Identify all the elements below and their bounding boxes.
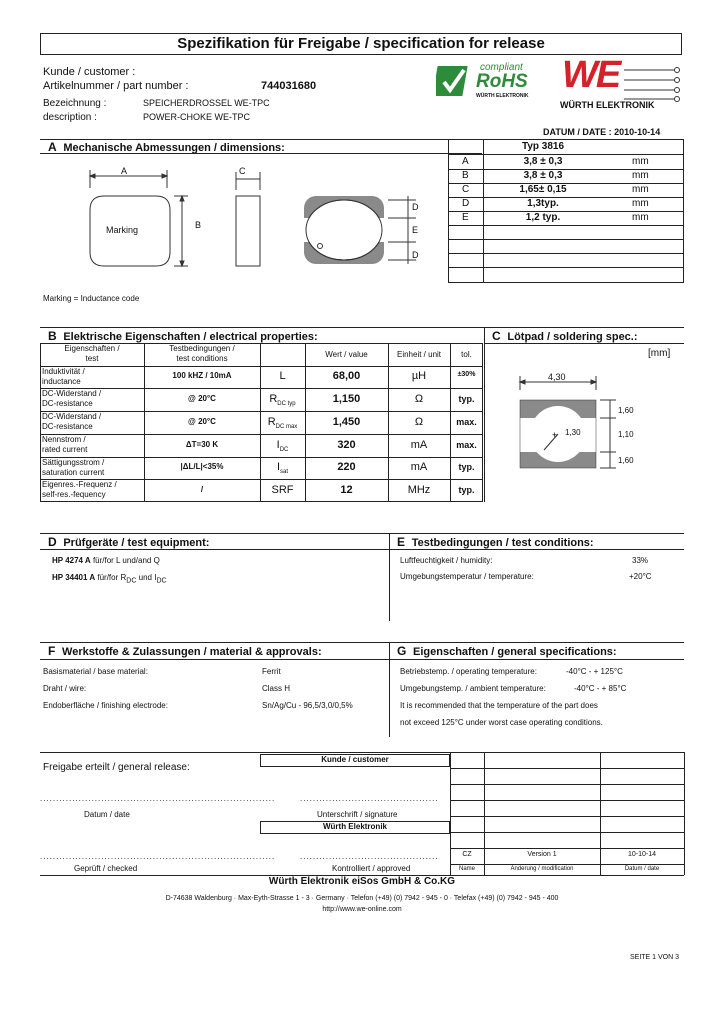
dim-row-value: 3,8 ± 0,3 — [523, 156, 563, 167]
elec-tol: typ. — [458, 462, 475, 472]
operating-temp-value: -40°C - + 125°C — [566, 667, 623, 676]
elec-tol: ±30% — [457, 371, 476, 378]
date-label: DATUM / DATE : 2010-10-14 — [543, 127, 661, 137]
elec-symbol-main: I — [276, 461, 281, 473]
release-signature-label: Unterschrift / signature — [317, 810, 398, 819]
we-logo — [560, 54, 682, 110]
equipment-2-sub2: DC — [156, 577, 167, 585]
elec-symbol — [260, 439, 305, 453]
elec-header-tol: tol. — [461, 350, 472, 359]
signature-dots: ........................................... — [300, 794, 439, 803]
operating-temp-label: Betriebstemp. / operating temperature: — [400, 667, 537, 676]
elec-tol: max. — [456, 439, 477, 450]
dim-header-line — [448, 154, 684, 155]
elec-value: 1,150 — [332, 392, 361, 405]
dim-row-unit: mm — [632, 184, 649, 195]
pad-radius: 1,30 — [565, 428, 581, 437]
section-f-rule-top — [40, 642, 684, 643]
elec-tol: typ. — [458, 484, 475, 495]
section-a-title-text: Mechanische Abmessungen / dimensions: — [63, 142, 285, 154]
temp-note-1: It is recommended that the temperature of the part does — [400, 701, 598, 710]
section-g-title-text: Eigenschaften / general specifications: — [413, 646, 617, 658]
elec-symbol — [260, 416, 305, 430]
elec-tol: typ. — [458, 393, 475, 404]
section-f-title — [48, 644, 322, 658]
side-view-drawing — [228, 162, 268, 277]
section-a-rule-bottom — [40, 153, 482, 154]
rev-row-line — [450, 848, 684, 849]
section-g-title — [397, 644, 617, 658]
elec-property-en: inductance — [42, 377, 81, 386]
rohs-compliant-text: compliant — [480, 62, 523, 73]
footer-web[interactable]: http://www.we-online.com — [322, 906, 402, 913]
dim-row-value: 1,65± 0,15 — [519, 184, 567, 195]
rev-row-line — [450, 800, 684, 801]
ambient-temp-label: Umgebungstemp. / ambient temperature: — [400, 684, 546, 693]
section-d-title — [48, 535, 209, 549]
elec-property-en: self-res.-fequency — [42, 490, 106, 499]
equipment-2-purpose: für/for R — [97, 573, 127, 582]
checked-dots: ......................................................................... — [40, 852, 276, 861]
elec-symbol-main: R — [269, 392, 278, 405]
approved-dots: ........................................... — [300, 852, 439, 861]
description-label: description : — [43, 112, 97, 123]
elec-value: 68,00 — [332, 370, 361, 382]
elec-condition: 100 kHZ / 10mA — [172, 371, 232, 380]
wire-label: Draht / wire: — [43, 684, 87, 693]
finish-value: Sn/Ag/Cu - 96,5/3,0/0,5% — [262, 701, 353, 710]
elec-symbol-sub: DC max — [275, 423, 298, 430]
dim-label-c: C — [239, 166, 246, 176]
type-header: Typ 3816 — [521, 141, 565, 152]
we-name-text: WÜRTH ELEKTRONIK — [560, 100, 655, 110]
elec-symbol — [260, 484, 305, 498]
approved-label: Kontrolliert / approved — [332, 864, 411, 873]
section-a-letter: A — [48, 140, 57, 154]
elec-unit: mA — [410, 461, 428, 473]
section-c-title — [492, 329, 638, 343]
dim-row-value: 3,8 ± 0,3 — [523, 170, 563, 181]
fg-divider — [389, 642, 390, 737]
section-e-letter: E — [397, 535, 406, 549]
footer-company: Würth Elektronik eiSos GmbH & Co.KG — [268, 876, 456, 887]
equipment-2-purpose-2: und I — [138, 573, 157, 582]
pad-mid: 1,10 — [618, 430, 634, 439]
release-date-label: Datum / date — [84, 810, 130, 819]
elec-property-en: rated current — [42, 445, 88, 454]
section-a-title — [48, 140, 285, 154]
elec-unit: Ω — [414, 415, 424, 428]
page-number: SEITE 1 VON 3 — [630, 954, 680, 961]
bc-divider — [484, 327, 485, 502]
pad-bottom: 1,60 — [618, 456, 634, 465]
dim-label-d2: D — [412, 250, 419, 260]
humidity-value: 33% — [632, 556, 649, 565]
elec-symbol-main: R — [267, 415, 276, 428]
section-f-rule — [40, 659, 684, 660]
elec-property-de: DC-Widerstand / — [42, 389, 102, 398]
rohs-logo — [436, 64, 554, 100]
dim-row-line — [448, 239, 684, 240]
elec-symbol-main: SRF — [271, 483, 294, 496]
pad-unit: [mm] — [648, 348, 671, 359]
elec-symbol — [260, 461, 305, 475]
temperature-label: Umgebungstemperatur / temperature: — [400, 572, 534, 581]
page-title: Spezifikation für Freigabe / specification for release — [177, 35, 545, 52]
ambient-temp-value: -40°C - + 85°C — [574, 684, 627, 693]
dim-row-value: 1,3typ. — [527, 198, 559, 209]
rev-row-line — [450, 816, 684, 817]
elec-symbol — [260, 370, 305, 384]
footer-address: D-74638 Waldenburg · Max-Eyth-Strasse 1 - 3 · Germany · Telefon (+49) (0) 7942 - 945 - 0 · Telefax (+49) (0) 7942 - 945 - 400 — [165, 895, 559, 902]
elec-value: 220 — [337, 461, 356, 473]
marking-label: Marking — [106, 225, 139, 235]
elec-header-conditions: Testbedingungen / test conditions — [169, 344, 235, 363]
section-g-letter: G — [397, 644, 407, 658]
elec-symbol-sub: sat — [280, 469, 289, 476]
dim-row-label: D — [462, 198, 470, 209]
customer-box-label: Kunde / customer — [321, 755, 389, 764]
elec-header-value: Wert / value — [325, 350, 368, 359]
elec-header-property: Eigenschaften / test — [64, 344, 120, 363]
finish-label: Endoberfläche / finishing electrode: — [43, 701, 168, 710]
wire-value: Class H — [262, 684, 291, 693]
elec-value: 1,450 — [332, 415, 361, 428]
temp-note-2: not exceed 125°C under worst case operating conditions. — [400, 718, 603, 727]
elec-condition: ΔT=30 K — [185, 439, 219, 449]
section-f-title-text: Werkstoffe & Zulassungen / material & approvals: — [62, 646, 322, 658]
elec-unit: mA — [410, 438, 428, 451]
humidity-label: Luftfeuchtigkeit / humidity: — [400, 556, 493, 565]
dim-label-a: A — [121, 166, 128, 176]
elec-symbol-main: L — [279, 370, 286, 382]
we-logo-text: WE — [562, 54, 620, 96]
rev-row-line — [450, 752, 684, 753]
description-value: POWER-CHOKE WE-TPC — [143, 112, 250, 122]
elec-header-unit: Einheit / unit — [396, 350, 442, 359]
part-number-label: Artikelnummer / part number : — [43, 80, 189, 92]
part-number: 744031680 — [261, 80, 317, 92]
base-material-label: Basismaterial / base material: — [43, 667, 148, 676]
section-c-letter: C — [492, 329, 501, 343]
dim-row-unit: mm — [632, 212, 649, 223]
rev-version: Version 1 — [527, 851, 557, 858]
dim-row-label: A — [462, 156, 469, 167]
section-d-title-text: Prüfgeräte / test equipment: — [63, 537, 210, 549]
section-e-title — [397, 535, 594, 549]
elec-property-en: saturation current — [42, 468, 105, 477]
rev-row-line — [450, 784, 684, 785]
section-b-title-text: Elektrische Eigenschaften / electrical properties: — [63, 331, 318, 343]
elec-row-line — [40, 411, 483, 412]
elec-property-de: Sättigungsstrom / — [42, 458, 105, 467]
dim-row-line — [448, 253, 684, 254]
we-box-label: Würth Elektronik — [322, 822, 387, 831]
dim-row-unit: mm — [632, 170, 649, 181]
elec-property-de: Nennstrom / — [42, 435, 86, 444]
dim-label-b: B — [195, 220, 202, 230]
rev-row-line — [450, 768, 684, 769]
elec-symbol-sub: DC typ — [277, 400, 296, 407]
dim-label-d1: D — [412, 202, 419, 212]
dim-row-unit: mm — [632, 198, 649, 209]
de-divider — [389, 533, 390, 621]
elec-unit: MHz — [407, 483, 431, 496]
section-c-title-text: Lötpad / soldering spec.: — [507, 331, 638, 343]
elec-condition: @ 20°C — [188, 393, 216, 403]
elec-condition: / — [200, 484, 204, 494]
elec-row-line — [40, 434, 483, 435]
section-d-rule — [40, 549, 684, 550]
equipment-line-2 — [52, 573, 167, 585]
dim-row-unit: mm — [632, 156, 649, 167]
elec-unit: Ω — [414, 392, 424, 405]
release-label: Freigabe erteilt / general release: — [43, 762, 190, 773]
rev-col-change: Änderung / modification — [510, 866, 574, 872]
designation-value: SPEICHERDROSSEL WE-TPC — [143, 98, 270, 108]
rev-name: CZ — [462, 851, 472, 858]
checked-label: Geprüft / checked — [74, 864, 138, 873]
date-dots: ......................................................................... — [40, 794, 276, 803]
section-b-rule-top — [40, 327, 684, 328]
rohs-sub-text: WÜRTH ELEKTRONIK — [476, 93, 529, 99]
svg-text:+: + — [552, 430, 558, 440]
section-f-letter: F — [48, 644, 56, 658]
customer-label: Kunde / customer : — [43, 66, 136, 78]
rev-row-line — [450, 864, 684, 865]
base-material-value: Ferrit — [262, 667, 281, 676]
temperature-value: +20°C — [629, 572, 652, 581]
section-d-letter: D — [48, 535, 57, 549]
rev-col-date: Datum / date — [624, 866, 660, 872]
elec-property-de: Eigenres.-Frequenz / — [42, 480, 117, 489]
elec-property-en: DC-resistance — [42, 399, 93, 408]
circuit-lines-icon — [624, 64, 682, 102]
elec-tol: max. — [456, 416, 477, 427]
designation-label: Bezeichnung : — [43, 98, 107, 109]
equipment-line-1 — [52, 556, 160, 565]
dim-row-label: B — [462, 170, 469, 181]
elec-symbol-sub: DC — [279, 446, 289, 453]
section-d-rule-top — [40, 533, 684, 534]
elec-value: 320 — [337, 438, 356, 451]
dim-row-label: E — [462, 212, 469, 223]
section-e-title-text: Testbedingungen / test conditions: — [411, 537, 594, 549]
rev-row-line — [450, 832, 684, 833]
section-b-letter: B — [48, 329, 57, 343]
rohs-text: RoHS — [476, 71, 528, 92]
rev-date: 10-10-14 — [627, 851, 657, 858]
pad-width: 4,30 — [548, 372, 566, 382]
dim-row-label: C — [462, 184, 470, 195]
equipment-2-name: HP 34401 A — [52, 573, 96, 582]
pad-top: 1,60 — [618, 406, 634, 415]
elec-unit: µH — [411, 370, 427, 382]
rev-col-line — [684, 752, 685, 875]
dim-row-line — [448, 225, 684, 226]
section-b-title — [48, 329, 318, 343]
marking-note: Marking = Inductance code — [43, 294, 140, 303]
dim-row-value: 1,2 typ. — [525, 212, 561, 223]
elec-symbol — [260, 393, 305, 407]
rev-col-name: Name — [458, 866, 475, 872]
section-c-rule — [484, 343, 684, 344]
elec-row-line — [40, 457, 483, 458]
elec-row-line — [40, 366, 483, 367]
elec-symbol-main: I — [276, 438, 280, 451]
elec-property-de: DC-Widerstand / — [42, 412, 102, 421]
elec-property-en: DC-resistance — [42, 422, 93, 431]
elec-condition: @ 20°C — [188, 416, 216, 426]
dim-label-e: E — [412, 225, 419, 235]
elec-row-line — [40, 388, 483, 389]
elec-value: 12 — [340, 483, 353, 496]
dim-row-line — [448, 267, 684, 268]
equipment-2-sub1: DC — [126, 577, 137, 585]
equipment-1-purpose: für/for L und/and Q — [92, 556, 160, 565]
equipment-1-name: HP 4274 A — [52, 556, 91, 565]
bottom-view-drawing — [298, 190, 423, 270]
elec-condition: |ΔL/L|<35% — [180, 462, 224, 471]
elec-property-de: Induktivität / — [42, 367, 85, 376]
